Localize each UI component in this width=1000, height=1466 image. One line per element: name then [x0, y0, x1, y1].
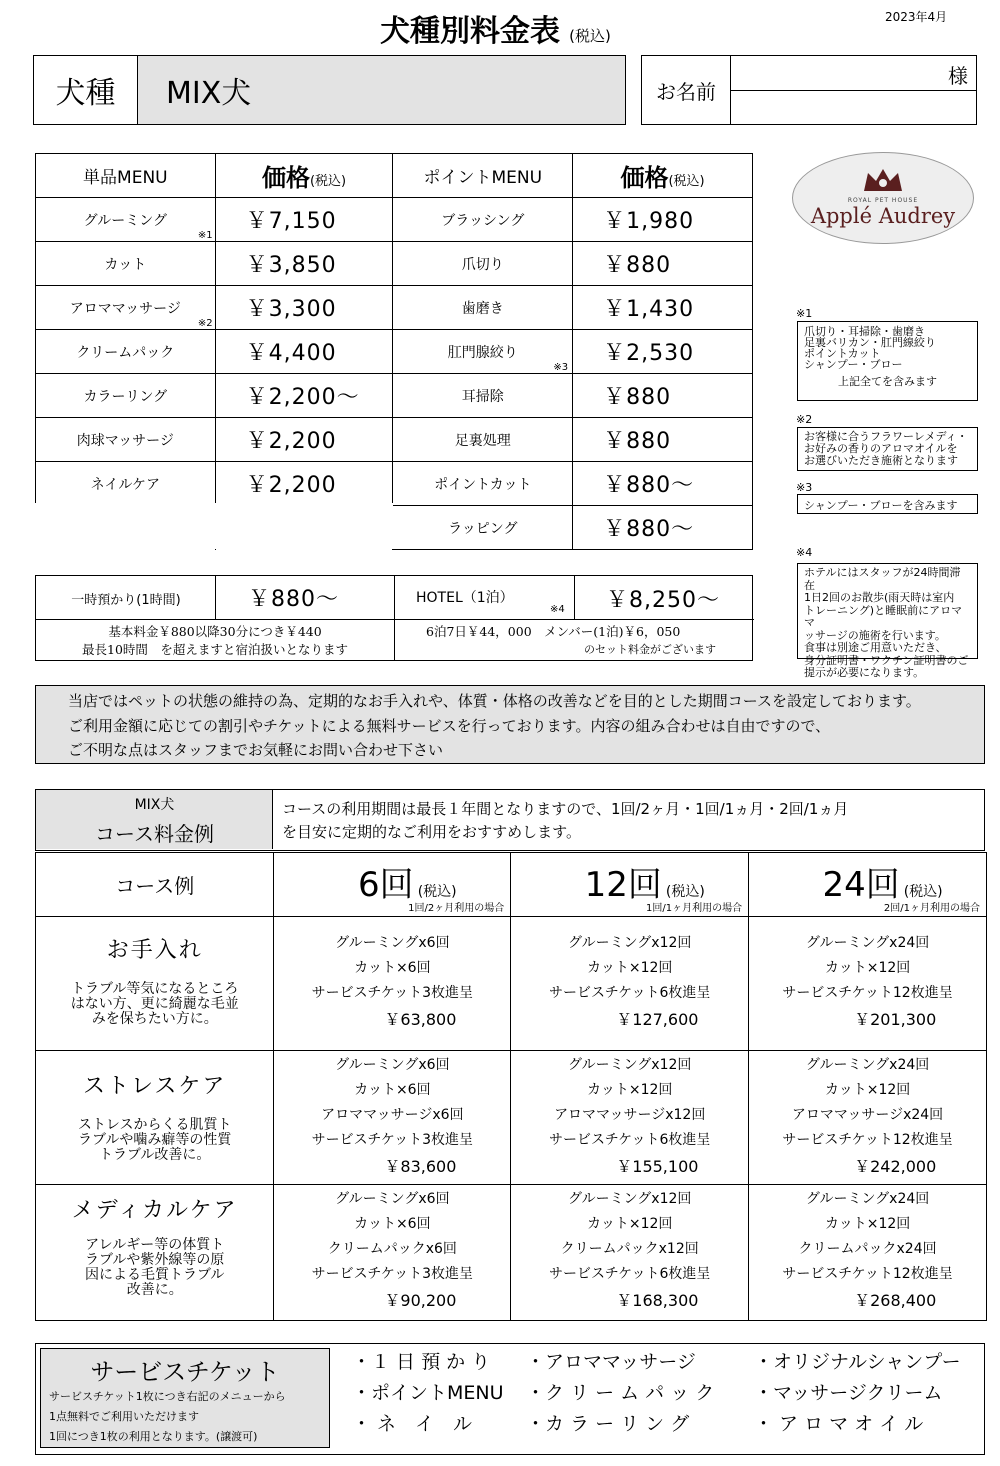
menu-item-name: クリームパック	[76, 344, 175, 361]
menu-item-name: アロママッサージ	[69, 300, 181, 317]
menu-item-price: ￥880	[603, 429, 672, 454]
list-item: ・１ 日 預 か り	[352, 1351, 491, 1373]
service-ticket-box	[40, 1348, 330, 1448]
note-mark: ※3	[796, 481, 813, 494]
list-item: ・ポイントMENU	[352, 1382, 504, 1404]
menu-item-price: ￥1,430	[603, 297, 695, 322]
note-mark: ※1	[796, 307, 813, 320]
plan-count: 6回	[358, 865, 414, 905]
menu-item-price: ￥880～	[603, 473, 695, 498]
note-box-3: シャンプー・ブローを含みます	[797, 494, 978, 514]
list-item: ・アロママッサージ	[526, 1351, 696, 1373]
plan-price: ￥242,000	[854, 1157, 937, 1176]
menu-item-name: ネイルケア	[90, 476, 161, 493]
name-box	[641, 55, 977, 125]
list-item: ・カ ラ ー リ ン グ	[526, 1413, 690, 1435]
plan-price: ￥268,400	[854, 1291, 937, 1310]
list-item: ・ ネ イ ル	[352, 1413, 473, 1435]
menu-item-price: ￥7,150	[245, 209, 337, 234]
menu-item-price: ￥2,200	[245, 473, 337, 498]
menu-item-price: ￥880	[603, 385, 672, 410]
issue-date: 2023年4月	[885, 10, 948, 24]
plan-price: ￥83,600	[384, 1157, 457, 1176]
menu-item-name: 足裏処理	[454, 432, 511, 449]
table-row: お手入れ トラブル等気になるところ はない方、更に綺麗な毛並 みを保ちたい方に。 グルーミングx6回 カット×6回 サービスチケット3枚進呈 ￥63,800 グルーミングx12回 カット×12回 サービスチケット6枚進呈 ￥127,600 グルーミングx24回 カット×12回 サービスチケット12枚進呈 ￥201,300	[36, 917, 987, 1051]
menu-item-name: ラッピング	[448, 520, 518, 537]
info-box: 当店ではペットの状態の維持の為、定期的なお手入れや、体質・体格の改善などを目的とした期間コースを設定しております。 ご利用金額に応じての割引やチケットによる無料サービスを行っております。内容の組み合わせは自由ですので、 ご不明な点はスタッフまでお気軽にお問い合わせ下さい	[35, 685, 985, 764]
menu-item-price: ￥2,200	[245, 429, 337, 454]
plan-count: 12回	[584, 865, 662, 905]
breed-box	[33, 55, 626, 125]
menu-item-price: ￥880～	[603, 517, 695, 542]
course-example-label: コース例	[115, 873, 195, 898]
breed-label: 犬種	[34, 56, 138, 124]
list-item: ・オリジナルシャンプー	[754, 1351, 961, 1373]
menu-item-price: ￥2,200～	[245, 385, 360, 410]
page-title: 犬種別料金表	[380, 14, 560, 49]
menu-item-price: ￥880	[603, 253, 672, 278]
hotel-note: 6泊7日￥44，000 メンバー(1泊)￥6，050 のセット料金がございます	[426, 624, 716, 656]
course-name: メディカルケア	[71, 1198, 238, 1223]
menu-item-name: カット	[104, 256, 147, 273]
course-title: コース料金例	[95, 821, 214, 846]
service-ticket-section	[35, 1343, 985, 1455]
hotel-label: HOTEL（1泊）	[416, 590, 514, 606]
plan-price: ￥90,200	[384, 1291, 457, 1310]
hotel-price: ￥8,250～	[606, 587, 720, 613]
plan-count: 24回	[822, 865, 900, 905]
table-row: ストレスケア ストレスからくる肌質ト ラブルや噛み癖等の性質 トラブル改善に。 グルーミングx6回 カット×6回 アロママッサージx6回 サービスチケット3枚進呈 ￥83,600 グルーミングx12回 カット×12回 アロママッサージx12回 サービスチケット6枚進呈 ￥155,100 グルーミングx24回 カット×12回 アロママッサージx24回 サービスチケット12枚進呈 ￥242,000	[36, 1051, 987, 1185]
logo-subtitle: ROYAL PET HOUSE	[847, 197, 919, 204]
course-desc: コースの利用期間は最長１年間となりますので、1回/2ヶ月・1回/1ヵ月・2回/1ヵ月 を目安に定期的なご利用をおすすめします。	[282, 800, 849, 841]
table-row: メディカルケア アレルギー等の体質ト ラブルや紫外線等の原 因による毛質トラブル 改善に。 グルーミングx6回 カット×6回 クリームパックx6回 サービスチケット3枚進呈 ￥90,200 グルーミングx12回 カット×12回 クリームパックx12回 サービスチケット6枚進呈 ￥168,300 グルーミングx24回 カット×12回 クリームパックx24回 サービスチケット12枚進呈 ￥268,400	[36, 1185, 987, 1321]
hotel-mark: ※4	[550, 604, 565, 615]
single-menu-table	[35, 153, 753, 550]
daycare-label: 一時預かり(1時間)	[71, 592, 181, 608]
list-item: ・ク リ ー ム パ ッ ク	[526, 1382, 715, 1404]
note-mark: ※2	[796, 413, 813, 426]
menu-item-price: ￥1,980	[603, 209, 695, 234]
menu-item-name: ポイントカット	[434, 476, 532, 493]
menu-item-price: ￥3,300	[245, 297, 337, 322]
name-field[interactable]	[730, 56, 976, 124]
crest-icon	[858, 167, 908, 193]
plan-frequency: 1回/2ヶ月利用の場合	[408, 903, 505, 914]
plan-price: ￥168,300	[616, 1291, 699, 1310]
service-ticket-title: サービスチケット	[90, 1358, 280, 1386]
menu-item-name: グルーミング	[83, 212, 167, 229]
menu-item-name: 耳掃除	[461, 388, 504, 405]
course-header	[35, 789, 985, 851]
plan-frequency: 2回/1ヶ月利用の場合	[883, 903, 980, 914]
stay-box	[35, 575, 753, 661]
name-suffix: 様	[948, 64, 968, 88]
price-header-left: 価格 (税込)	[261, 164, 347, 192]
point-menu-header: ポイントMENU	[423, 168, 543, 188]
daycare-note: 基本料金￥880以降30分につき￥440 最長10時間 を超えますと宿泊扱いとなります	[82, 624, 348, 657]
course-description: アレルギー等の体質ト ラブルや紫外線等の原 因による毛質トラブル 改善に。	[84, 1237, 225, 1298]
menu-item-name: 肛門腺絞り	[447, 344, 518, 361]
menu-item-name: 爪切り	[461, 256, 504, 273]
menu-item-name: 肉球マッサージ	[76, 432, 174, 449]
service-ticket-items	[352, 1350, 982, 1437]
course-description: ストレスからくる肌質ト ラブルや噛み癖等の性質 トラブル改善に。	[77, 1117, 232, 1163]
plan-price: ￥155,100	[616, 1157, 699, 1176]
note-mark: ※4	[796, 546, 813, 559]
list-item: ・マッサージクリーム	[754, 1382, 943, 1404]
table-row	[36, 462, 753, 506]
page-title-tax: (税込)	[569, 27, 611, 45]
menu-item-price: ￥4,400	[245, 341, 337, 366]
daycare-price: ￥880～	[248, 586, 339, 612]
course-name: お手入れ	[106, 938, 203, 963]
table-row: クリームパック ￥4,400 肛門腺絞り ※3 ￥2,530	[36, 330, 753, 374]
page-title-group	[380, 6, 680, 49]
table-row: アロママッサージ ※2 ￥3,300 歯磨き ￥1,430	[36, 286, 753, 330]
plan-frequency: 1回/1ヶ月利用の場合	[646, 903, 743, 914]
note-box-1: 爪切り・耳掃除・歯磨き 足裏バリカン・肛門線絞り ポイントカット シャンプー・ブロー 上記全てを含みます	[797, 321, 978, 401]
logo-title: Applé Audrey	[810, 204, 956, 228]
menu-item-name: カラーリング	[83, 388, 168, 405]
plan-price: ￥127,600	[616, 1010, 699, 1029]
price-header-right: 価格 (税込)	[620, 164, 705, 192]
list-item: ・ ア ロ マ オ イ ル	[754, 1413, 924, 1435]
menu-item-name: 歯磨き	[461, 300, 504, 317]
table-row	[36, 418, 753, 462]
single-menu-header: 単品MENU	[83, 168, 168, 188]
menu-item-price: ￥3,850	[245, 253, 337, 278]
plan-price: ￥201,300	[854, 1010, 937, 1029]
course-table: コース例 6回 (税込) 1回/2ヶ月利用の場合 12回 (税込) 1回/1ヶ月利用の場合 24回 (税込) 2回/1ヶ月利用の場合 お手入れ トラブル等気になるところ はない方、更に綺麗な毛並 みを保ちたい方に。 グルーミングx6回 カット×6回 サービスチケット3枚進呈 ￥63,800 グルーミングx12回 カット×12回 サービスチケット6枚進呈 ￥127,600 グルーミングx24回 カット×12回 サービスチケット12枚進呈 ￥201,300 ストレスケア ストレスからくる肌質ト ラブルや噛み癖等の性質 トラブル改善に。 グルーミングx6回 カット×6回 アロママッサージx6回 サービスチケット3枚進呈 ￥83,600 グルーミングx12回 カット×12回 アロママッサージx12回 サービスチケット6枚進呈 ￥155,100 グルーミングx24回 カット×12回 アロママッサージx24回 サービスチケット12枚進呈 ￥242,000 メディカルケア アレルギー等の体質ト ラブルや紫外線等の原 因による毛質トラブル 改善に。 グルーミングx6回 カット×6回 クリームパックx6回 サービスチケット3枚進呈 ￥90,200 グルーミングx12回 カット×12回 クリームパックx12回 サービスチケット6枚進呈 ￥168,300 グルーミングx24回 カット×12回 クリームパックx24回 サービスチケット12枚進呈 ￥268,400	[35, 852, 987, 1321]
name-label: お名前	[656, 79, 716, 104]
table-row	[36, 374, 753, 418]
course-description: トラブル等気になるところ はない方、更に綺麗な毛並 みを保ちたい方に。	[70, 981, 239, 1027]
table-row: グルーミング ※1 ￥7,150 ブラッシング ￥1,980	[36, 198, 753, 242]
service-ticket-desc: サービスチケット1枚につき右記のメニューから 1点無料でご利用いただけます 1回につき1枚の利用となります。(譲渡可)	[49, 1390, 286, 1443]
note-box-4: ホテルにはスタッフが24時間滞在 1日2回のお散歩(雨天時は室内 トレーニング)と睡眠前にアロママ ッサージの施術を行います。 食事は別途ご用意いただき、 身分証明書・ワクチン証明書のご 提示が必要になります。	[797, 563, 978, 659]
table-row	[36, 242, 753, 286]
breed-value: MIX犬	[138, 56, 625, 124]
menu-item-price: ￥2,530	[603, 341, 695, 366]
menu-item-name: ブラッシング	[441, 212, 525, 229]
plan-price: ￥63,800	[384, 1010, 457, 1029]
shop-logo	[792, 152, 974, 244]
note-box-2: お客様に合うフラワーレメディ・ お好みの香りのアロマオイルを お選びいただき施術となります	[797, 427, 978, 471]
course-breed: MIX犬	[134, 797, 175, 813]
course-name: ストレスケア	[83, 1074, 227, 1099]
